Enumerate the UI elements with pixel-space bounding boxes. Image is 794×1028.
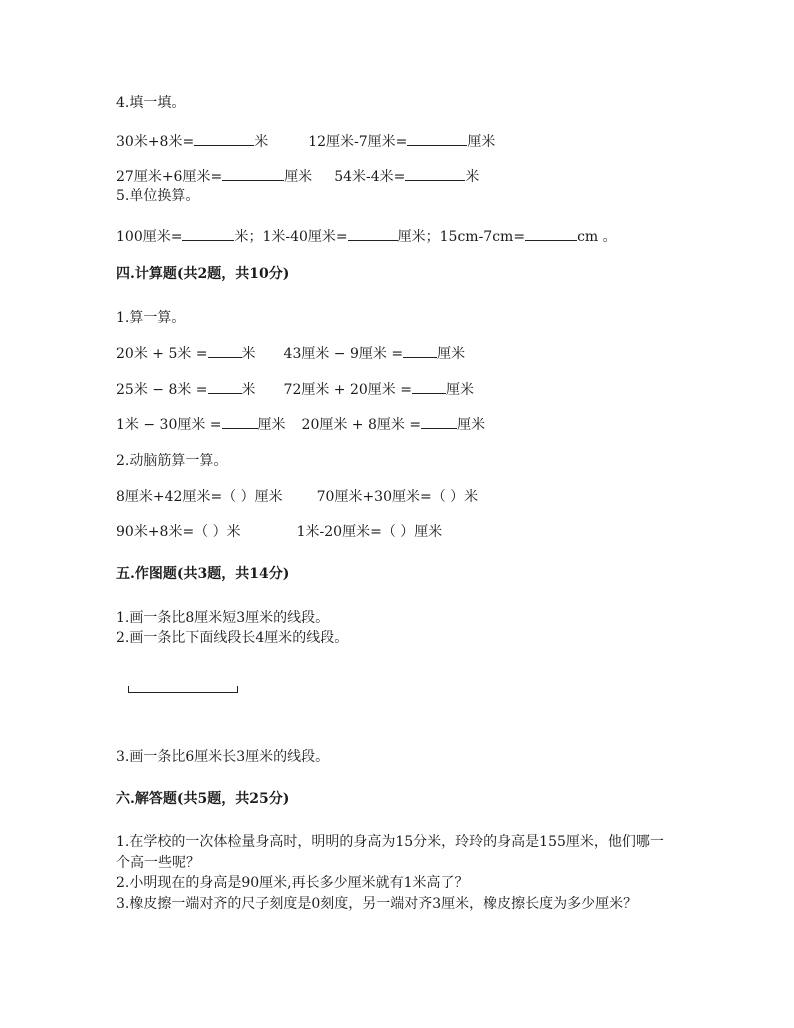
expr: 20厘米 + 8厘米 =: [301, 417, 422, 433]
answer-blank[interactable]: [421, 414, 457, 429]
q5-title: 5.单位换算。: [116, 188, 200, 204]
answer-blank[interactable]: [222, 414, 258, 429]
expr: 72厘米 + 20厘米 =: [283, 382, 412, 398]
expr: 1米-20厘米=（ ）厘米: [296, 524, 443, 540]
sec5-q2: 2.画一条比下面线段长4厘米的线段。: [116, 630, 349, 646]
sec4-q1-title: 1.算一算。: [116, 310, 186, 326]
q5-expr-a: 100厘米=: [116, 229, 183, 245]
q4-r1-unit-b: 厘米: [467, 134, 496, 150]
expr: 8厘米+42厘米=（ ）厘米: [116, 489, 283, 505]
sec5-q1: 1.画一条比8厘米短3厘米的线段。: [116, 610, 330, 626]
sec4-q1-row-1: [116, 343, 465, 363]
reference-line-segment: [128, 686, 238, 693]
unit: 厘米: [457, 417, 486, 433]
section-4-heading: 四.计算题(共2题，共10分): [116, 266, 290, 282]
q5-unit-a: 米；: [234, 229, 263, 245]
expr: 1米 − 30厘米 =: [116, 417, 222, 433]
q4-row-2: [116, 166, 479, 186]
q5-unit-b: 厘米；: [397, 229, 440, 245]
section-6-heading: 六.解答题(共5题，共25分): [116, 791, 290, 807]
unit: 米: [241, 382, 256, 398]
q4-r2-expr-a: 27厘米+6厘米=: [116, 169, 223, 185]
answer-blank[interactable]: [208, 379, 242, 394]
unit: 厘米: [257, 417, 286, 433]
answer-blank[interactable]: [222, 166, 284, 181]
expr: 25米 − 8米 =: [116, 382, 208, 398]
q5-expr-c: 15cm-7cm=: [439, 229, 526, 245]
sec6-q3: 3.橡皮擦一端对齐的尺子刻度是0刻度，另一端对齐3厘米，橡皮擦长度为多少厘米？: [116, 896, 638, 912]
expr: 43厘米 − 9厘米 =: [283, 346, 404, 362]
answer-blank[interactable]: [182, 226, 234, 241]
q5-expr-b: 1米-40厘米=: [262, 229, 348, 245]
expr: 20米 + 5米 =: [116, 346, 208, 362]
q4-row-1: [116, 131, 495, 151]
answer-blank[interactable]: [208, 343, 242, 358]
sec6-q1: 1.在学校的一次体检量身高时，明明的身高为15分米，玲玲的身高是155厘米，他们哪一个高一些呢？: [116, 834, 664, 871]
sec4-q2-row-1: [116, 488, 478, 506]
sec4-q1-row-3: [116, 414, 485, 434]
expr: 90米+8米=（ ）米: [116, 524, 241, 540]
sec4-q2-title: 2.动脑筋算一算。: [116, 453, 228, 469]
answer-blank[interactable]: [407, 131, 467, 146]
q4-r1-unit-a: 米: [254, 134, 269, 150]
q4-r1-expr-b: 12厘米-7厘米=: [308, 134, 408, 150]
q5-row: [116, 226, 617, 246]
q4-r2-unit-b: 米: [465, 169, 480, 185]
answer-blank[interactable]: [348, 226, 398, 241]
answer-blank[interactable]: [405, 166, 465, 181]
answer-blank[interactable]: [194, 131, 254, 146]
unit: 厘米: [437, 346, 466, 362]
sec4-q2-row-2: [116, 523, 442, 541]
answer-blank[interactable]: [412, 379, 446, 394]
q5-unit-c: cm 。: [577, 229, 617, 245]
expr: 70厘米+30厘米=（ ）米: [316, 489, 479, 505]
section-5-heading: 五.作图题(共3题，共14分): [116, 566, 290, 582]
sec4-q1-row-2: [116, 379, 474, 399]
q4-title: 4.填一填。: [116, 95, 186, 111]
answer-blank[interactable]: [403, 343, 437, 358]
unit: 米: [241, 346, 256, 362]
unit: 厘米: [446, 382, 474, 398]
q4-r2-expr-b: 54米-4米=: [334, 169, 406, 185]
sec6-q2: 2.小明现在的身高是90厘米,再长多少厘米就有1米高了？: [116, 875, 469, 891]
sec5-q3: 3.画一条比6厘米长3厘米的线段。: [116, 749, 330, 765]
q4-r1-expr-a: 30米+8米=: [116, 134, 195, 150]
answer-blank[interactable]: [525, 226, 577, 241]
q4-r2-unit-a: 厘米: [284, 169, 313, 185]
